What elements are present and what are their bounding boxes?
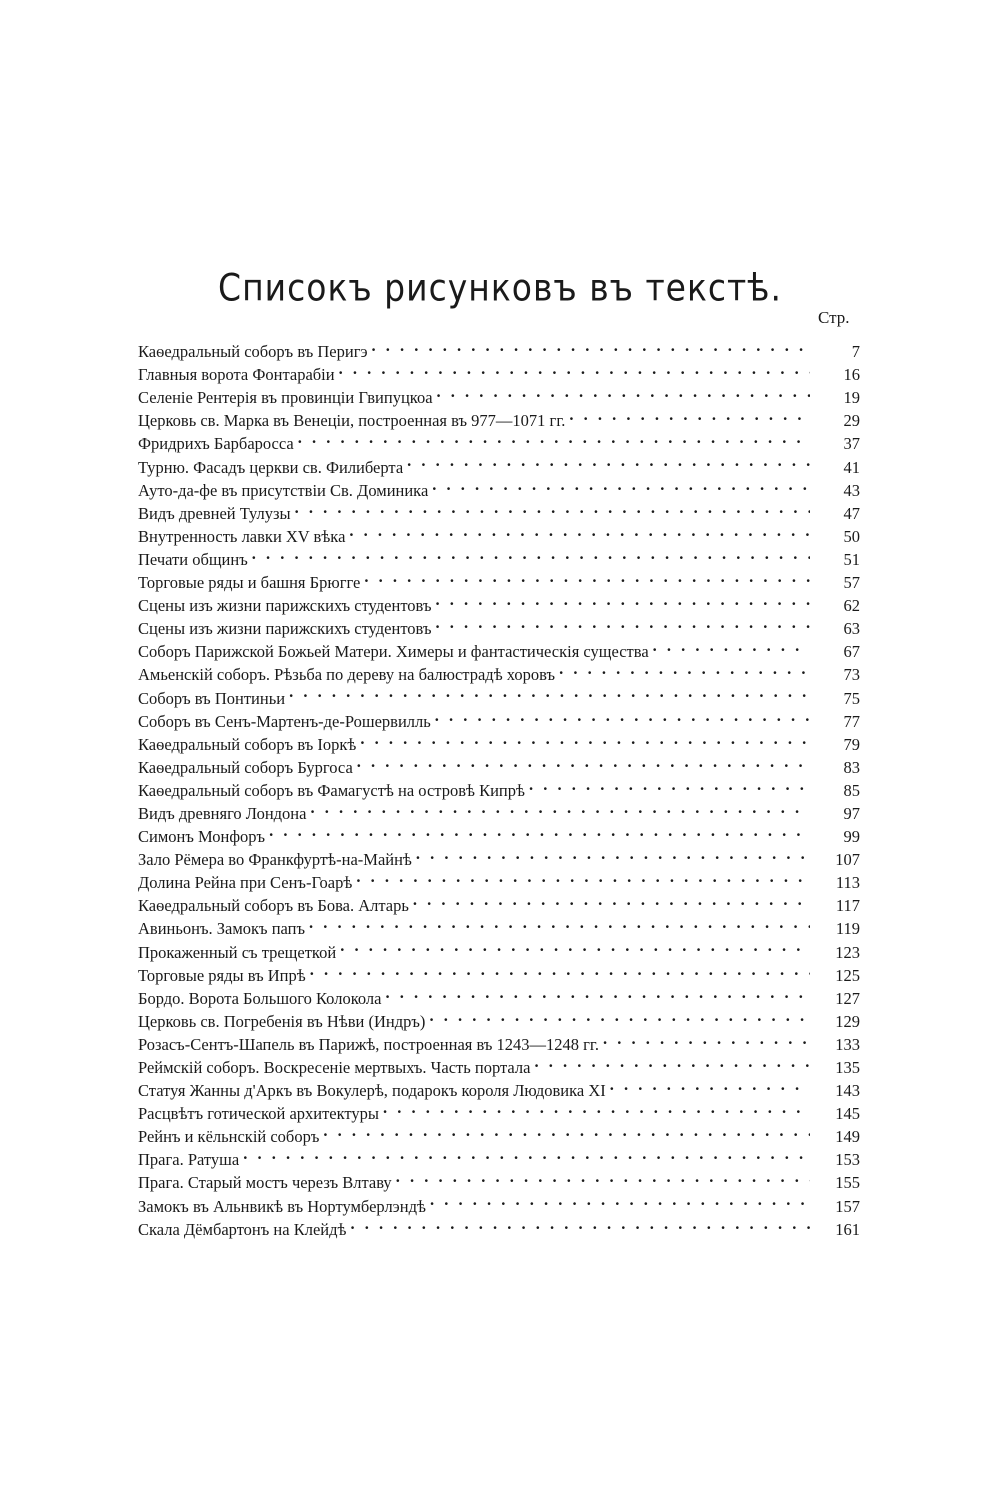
entry-title: Розасъ-Сентъ-Шапель въ Парижѣ, построенная въ 1243—1248 гг. (138, 1034, 599, 1054)
entry-page-number: 57 (843, 573, 860, 593)
entry-title: Прага. Старый мостъ черезъ Влтаву (138, 1173, 392, 1193)
entry-page-number: 62 (843, 596, 860, 616)
entry-page-number: 67 (843, 642, 860, 662)
dot-leader (356, 865, 810, 888)
dot-leader (610, 1073, 810, 1096)
entry-page-number: 135 (835, 1058, 860, 1077)
entry-title: Расцвѣтъ готической архитектуры (138, 1104, 380, 1124)
entry-page-number: 7 (851, 342, 860, 362)
dot-leader (603, 1027, 810, 1050)
entry-title: Соборъ Парижской Божьей Матери. Химеры и фантастическія существа (138, 642, 649, 662)
dot-leader (298, 426, 810, 449)
entry-page-number: 47 (843, 503, 860, 523)
entry-page-number: 113 (835, 873, 860, 893)
entry-title: Замокъ въ Альнвикѣ въ Нортумберлэндѣ (138, 1196, 426, 1216)
entry-page-number: 73 (843, 665, 860, 685)
entry-page-number: 41 (843, 457, 860, 477)
entry-title: Прокаженный съ трещеткой (138, 942, 337, 962)
entry-page-number: 79 (843, 734, 860, 754)
dot-leader (435, 704, 810, 727)
entry-title: Каѳедральный соборъ въ Іоркѣ (138, 734, 357, 754)
dot-leader (309, 911, 810, 934)
entry-page-number: 155 (835, 1173, 860, 1193)
entry-page-number: 16 (843, 365, 860, 385)
dot-leader (310, 796, 810, 819)
entry-page-number: 123 (835, 942, 860, 962)
entry-page-number: 145 (835, 1104, 860, 1124)
dot-leader (430, 1188, 810, 1211)
entry-page-number: 37 (843, 434, 860, 454)
page-title: Списокъ рисунковъ въ текстѣ. (218, 265, 782, 310)
dot-leader (432, 473, 810, 496)
entry-page-number: 133 (835, 1034, 860, 1054)
dot-leader (339, 357, 810, 380)
entry-title: Сцены изъ жизни парижскихъ студентовъ (138, 619, 432, 639)
entry-title: Амьенскій соборъ. Рѣзьба по дереву на балюстрадѣ хоровъ (138, 665, 556, 685)
entry-page-number: 99 (843, 827, 860, 847)
entry-title: Селеніе Рентерія въ провинціи Гвипуцкоа (138, 388, 433, 408)
entry-page-number: 75 (843, 688, 860, 708)
dot-leader (323, 1119, 810, 1142)
entry-page-number: 119 (835, 919, 860, 939)
entry-page-number: 143 (835, 1081, 860, 1101)
entry-title: Зало Рёмера во Франкфуртѣ-на-Майнѣ (138, 850, 412, 870)
entry-page-number: 85 (843, 780, 860, 800)
entry-title: Бордо. Ворота Большого Колокола (138, 988, 382, 1008)
entry-page-number: 157 (835, 1196, 860, 1216)
dot-leader (289, 680, 810, 703)
entry-page-number: 127 (835, 988, 860, 1008)
dot-leader (350, 1212, 810, 1235)
dot-leader (435, 588, 810, 611)
dot-leader (529, 773, 810, 796)
entry-title: Авиньонъ. Замокъ папъ (138, 919, 306, 939)
entry-page-number: 161 (835, 1219, 860, 1239)
dot-leader (357, 750, 810, 773)
entry-title: Церковь св. Марка въ Венеціи, построенная въ 977—1071 гг. (138, 411, 566, 431)
entry-title: Долина Рейна при Сенъ-Гоарѣ (138, 873, 353, 893)
entry-page-number: 149 (835, 1127, 860, 1147)
entry-title: Видъ древняго Лондона (138, 803, 307, 823)
dot-leader (653, 634, 810, 657)
entry-page-number: 77 (843, 711, 860, 731)
dot-leader (349, 519, 810, 542)
dot-leader (385, 981, 810, 1004)
entry-title: Видъ древней Тулузы (138, 503, 291, 523)
dot-leader (416, 842, 810, 865)
entry-page-number: 97 (843, 803, 860, 823)
entry-page-number: 29 (843, 411, 860, 431)
dot-leader (435, 611, 810, 634)
entry-page-number: 63 (843, 619, 860, 639)
dot-leader (534, 1050, 810, 1073)
entry-page-number: 51 (843, 549, 860, 569)
dot-leader (413, 888, 810, 911)
entry-title: Турню. Фасадъ церкви св. Филиберта (138, 457, 404, 477)
entry-title: Ауто-да-фе въ присутствіи Св. Доминика (138, 480, 429, 500)
entry-title: Торговые ряды и башня Брюгге (138, 573, 361, 593)
dot-leader (364, 565, 810, 588)
entry-title: Главныя ворота Фонтарабіи (138, 365, 335, 385)
entry-title: Торговые ряды въ Ипрѣ (138, 965, 306, 985)
entry-title: Внутренность лавки XV вѣка (138, 526, 346, 546)
dot-leader (396, 1165, 810, 1188)
page-column-label: Стр. (818, 308, 850, 327)
dot-leader (383, 1096, 810, 1119)
entry-title: Каѳедральный соборъ въ Перигэ (138, 342, 368, 362)
dot-leader (269, 819, 810, 842)
entry-page-number: 107 (835, 850, 860, 870)
dot-leader (569, 403, 810, 426)
list-item (138, 1165, 860, 1193)
entry-page-number: 19 (843, 388, 860, 408)
illustrations-list (138, 334, 860, 1239)
dot-leader (429, 1004, 810, 1027)
dot-leader (243, 1142, 810, 1165)
dot-leader (252, 542, 810, 565)
entry-title: Церковь св. Погребенія въ Нѣви (Индръ) (138, 1011, 426, 1031)
entry-title: Соборъ въ Сенъ-Мартенъ-де-Рошервилль (138, 711, 431, 731)
list-item (138, 1142, 860, 1170)
entry-page-number: 83 (843, 757, 860, 777)
entry-title: Рейнъ и кёльнскій соборъ (138, 1127, 320, 1147)
entry-page-number: 50 (843, 526, 860, 546)
entry-title: Реймскій соборъ. Воскресеніе мертвыхъ. Часть портала (138, 1058, 531, 1077)
dot-leader (372, 334, 810, 357)
entry-title: Каѳедральный соборъ въ Бова. Алтарь (138, 896, 409, 916)
entry-title: Печати общинъ (138, 549, 248, 569)
entry-title: Каѳедральный соборъ Бургоса (138, 757, 353, 777)
dot-leader (340, 934, 810, 957)
entry-page-number: 117 (835, 896, 860, 916)
dot-leader (310, 958, 810, 981)
list-item (138, 334, 860, 362)
dot-leader (360, 727, 810, 750)
entry-title: Симонъ Монфоръ (138, 827, 266, 847)
entry-title: Скала Дёмбартонъ на Клейдѣ (138, 1219, 347, 1239)
entry-title: Прага. Ратуша (138, 1150, 240, 1170)
entry-page-number: 43 (843, 480, 860, 500)
entry-title: Соборъ въ Понтиньи (138, 688, 286, 708)
dot-leader (407, 449, 810, 472)
dot-leader (437, 380, 810, 403)
entry-title: Сцены изъ жизни парижскихъ студентовъ (138, 596, 432, 616)
entry-title: Статуя Жанны д'Аркъ въ Вокулерѣ, подарокъ короля Людовика XI (138, 1081, 606, 1101)
entry-title: Фридрихъ Барбаросса (138, 434, 294, 454)
dot-leader (559, 657, 810, 680)
entry-title: Каѳедральный соборъ въ Фамагустѣ на островѣ Кипрѣ (138, 780, 525, 800)
dot-leader (295, 496, 810, 519)
entry-page-number: 129 (835, 1011, 860, 1031)
entry-page-number: 153 (835, 1150, 860, 1170)
entry-page-number: 125 (835, 965, 860, 985)
